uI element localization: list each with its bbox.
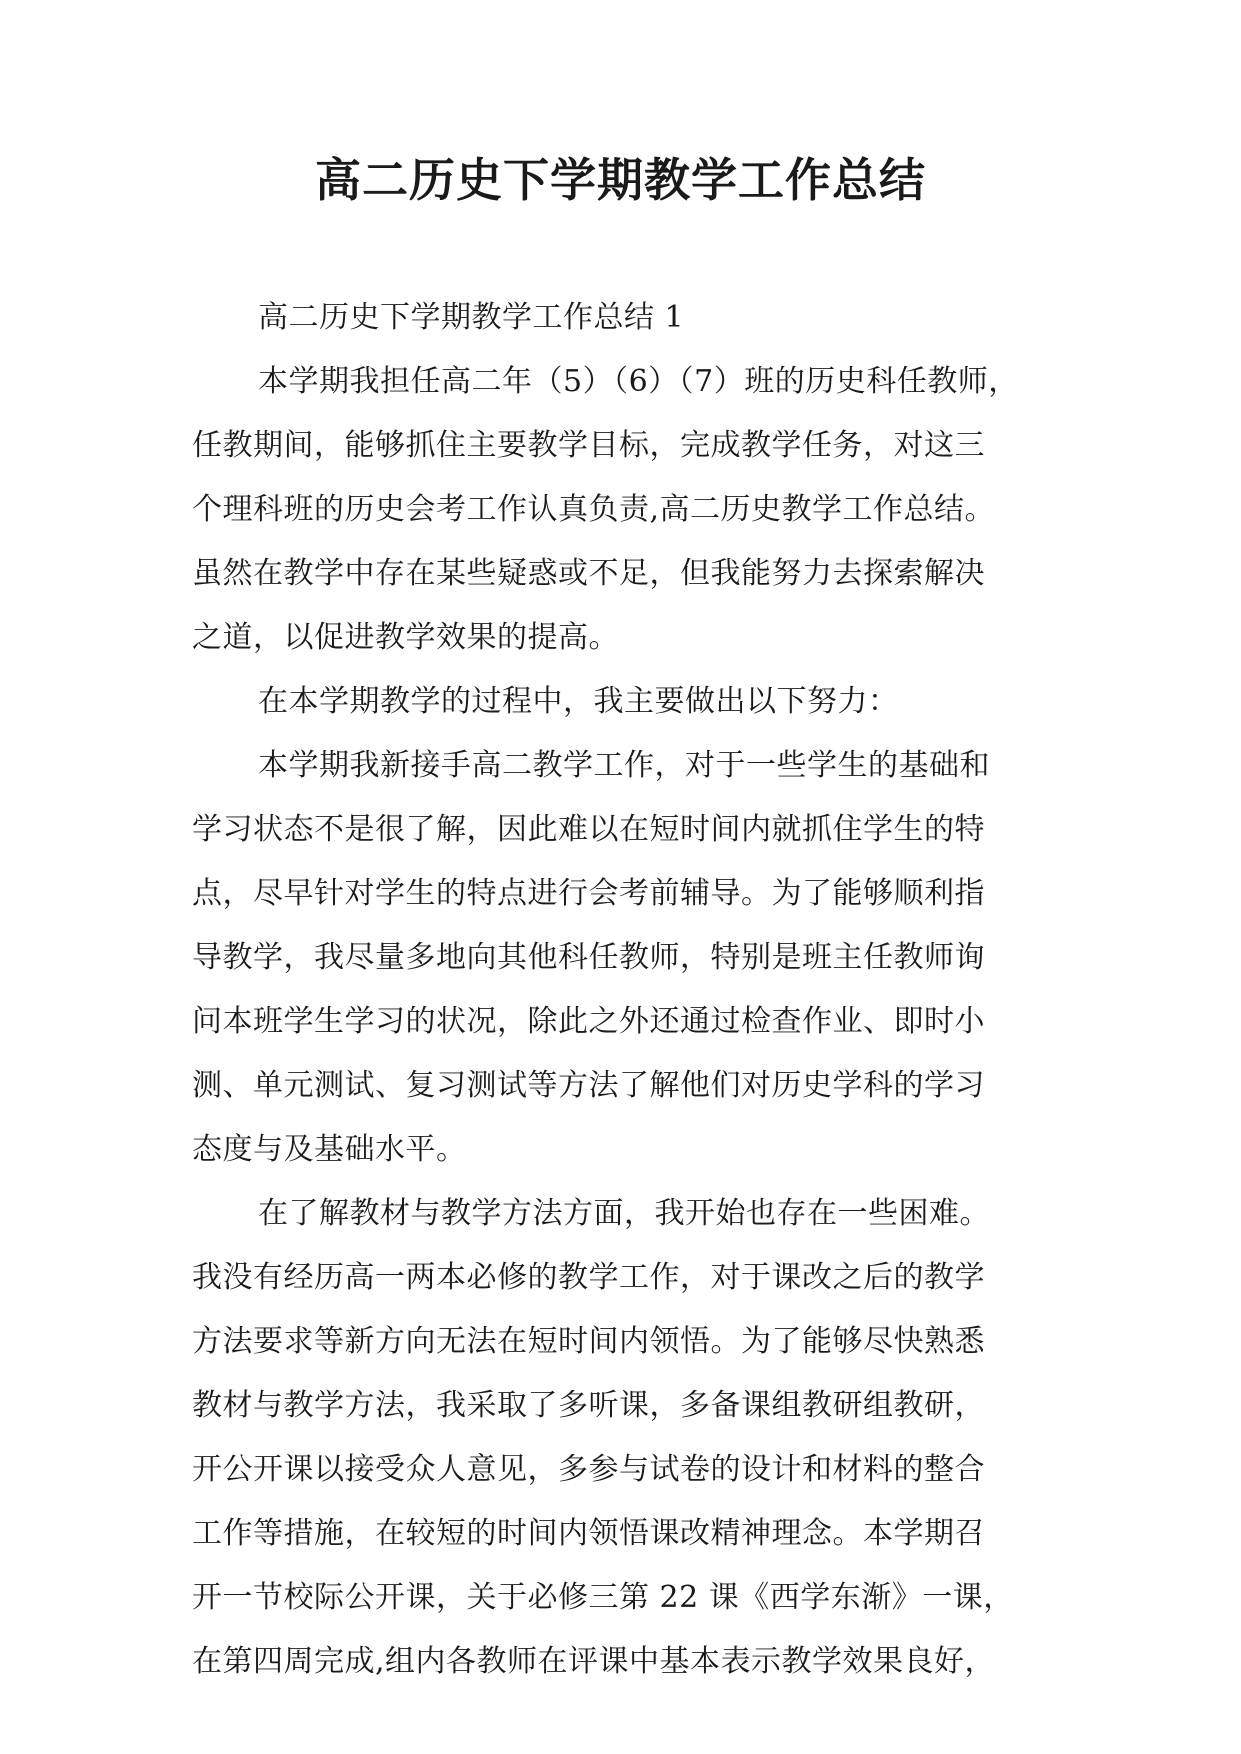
- body-text-line: 本学期我新接手高二教学工作，对于一些学生的基础和: [258, 748, 990, 783]
- body-text-line: 本学期我担任高二年（5）（6）（7）班的历史科任教师，: [258, 364, 1019, 399]
- body-text-line: 个理科班的历史会考工作认真负责,高二历史教学工作总结。: [192, 492, 996, 527]
- body-text-line: 任教期间，能够抓住主要教学目标，完成教学任务，对这三: [192, 428, 985, 463]
- body-text-line: 态度与及基础水平。: [192, 1132, 467, 1167]
- body-text-line: 开公开课以接受众人意见，多参与试卷的设计和材料的整合: [192, 1452, 985, 1487]
- body-text-line: 在第四周完成,组内各教师在评课中基本表示教学效果良好，: [192, 1644, 996, 1679]
- body-text-line: 问本班学生学习的状况，除此之外还通过检查作业、即时小: [192, 1004, 985, 1039]
- body-text-line: 虽然在教学中存在某些疑惑或不足，但我能努力去探索解决: [192, 556, 985, 591]
- document-body: [192, 286, 1072, 1694]
- body-text-line: 工作等措施，在较短的时间内领悟课改精神理念。本学期召: [192, 1516, 985, 1551]
- body-text-line: 测、单元测试、复习测试等方法了解他们对历史学科的学习: [192, 1068, 985, 1103]
- body-text-line: 在了解教材与教学方法方面，我开始也存在一些困难。: [258, 1196, 990, 1231]
- body-text-line: 方法要求等新方向无法在短时间内领悟。为了能够尽快熟悉: [192, 1324, 985, 1359]
- body-text-line: 点，尽早针对学生的特点进行会考前辅导。为了能够顺利指: [192, 876, 985, 911]
- document-title: 高二历史下学期教学工作总结: [315, 153, 926, 207]
- body-text-line: 之道，以促进教学效果的提高。: [192, 620, 619, 655]
- body-text-line: 导教学，我尽量多地向其他科任教师，特别是班主任教师询: [192, 940, 985, 975]
- body-text-line: 学习状态不是很了解，因此难以在短时间内就抓住学生的特: [192, 812, 985, 847]
- body-text-line: 教材与教学方法，我采取了多听课，多备课组教研组教研，: [192, 1388, 985, 1423]
- body-text-line: 高二历史下学期教学工作总结 1: [258, 300, 685, 335]
- body-text-line: 我没有经历高一两本必修的教学工作，对于课改之后的教学: [192, 1260, 985, 1295]
- body-text-line: 在本学期教学的过程中，我主要做出以下努力：: [258, 684, 899, 719]
- body-text-line: 开一节校际公开课，关于必修三第 22 课《西学东渐》一课，: [192, 1580, 1014, 1615]
